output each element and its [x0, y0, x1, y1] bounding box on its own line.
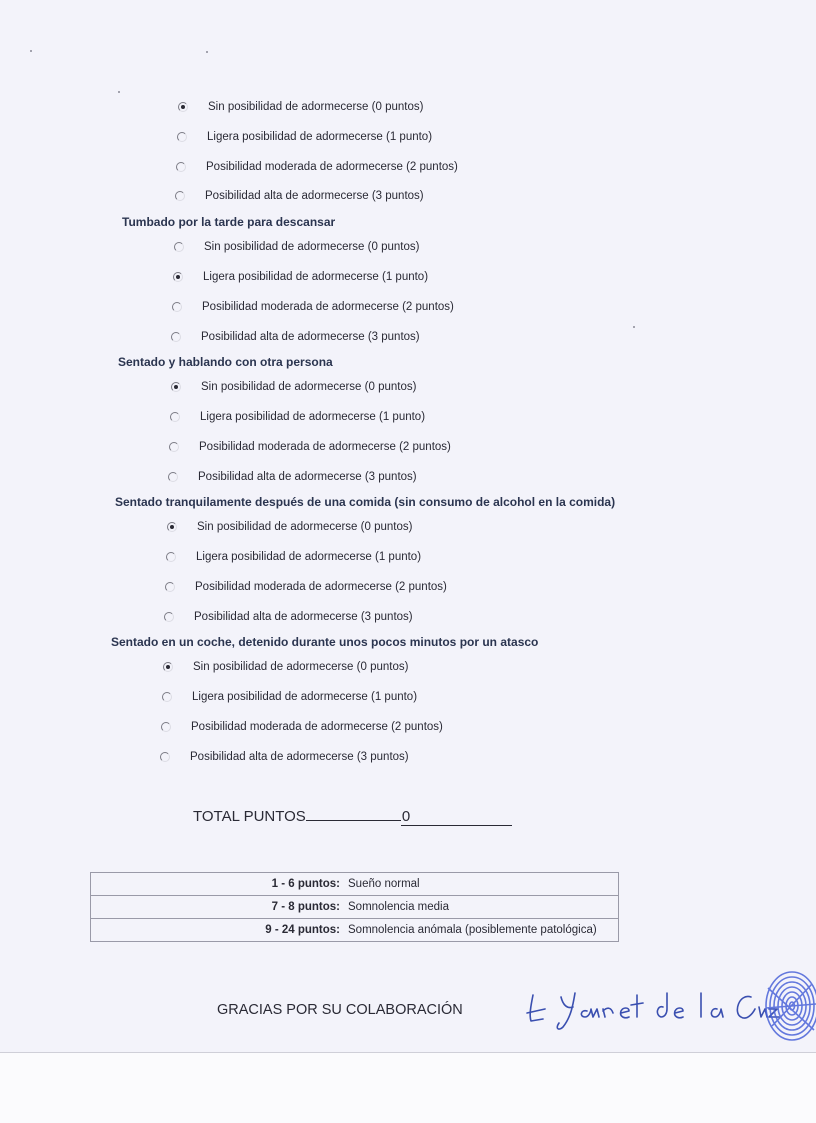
radio-button[interactable]	[177, 132, 187, 142]
option-label: Sin posibilidad de adormecerse (0 puntos)	[208, 101, 424, 113]
radio-button[interactable]	[166, 552, 176, 562]
option-label: Posibilidad moderada de adormecerse (2 puntos)	[202, 301, 454, 313]
option-label: Sin posibilidad de adormecerse (0 puntos)	[201, 381, 417, 393]
question-heading: Sentado en un coche, detenido durante unos pocos minutos por un atasco	[111, 635, 539, 649]
fingerprint-stamp	[758, 968, 816, 1050]
radio-button[interactable]	[175, 191, 185, 201]
radio-button[interactable]	[174, 242, 184, 252]
radio-button[interactable]	[165, 582, 175, 592]
option-label: Posibilidad moderada de adormecerse (2 puntos)	[199, 441, 451, 453]
option-label: Ligera posibilidad de adormecerse (1 punto)	[192, 691, 418, 703]
total-label: TOTAL PUNTOS	[193, 808, 306, 825]
score-range: 9 - 24 puntos:	[91, 919, 345, 942]
score-range: 7 - 8 puntos:	[91, 896, 345, 919]
scan-speck	[30, 50, 32, 52]
handwritten-signature	[525, 983, 780, 1038]
option-label: Posibilidad alta de adormecerse (3 puntos)	[190, 751, 409, 763]
radio-button[interactable]	[169, 442, 179, 452]
question-heading: Tumbado por la tarde para descansar	[122, 215, 336, 229]
radio-button[interactable]	[170, 412, 180, 422]
option-label: Sin posibilidad de adormecerse (0 puntos)	[197, 521, 413, 533]
question-heading: Sentado y hablando con otra persona	[118, 355, 333, 369]
scan-speck	[118, 91, 120, 93]
option-label: Posibilidad alta de adormecerse (3 puntos)	[201, 331, 420, 343]
radio-button[interactable]	[160, 752, 170, 762]
radio-button[interactable]	[176, 162, 186, 172]
radio-button[interactable]	[161, 722, 171, 732]
radio-button-checked[interactable]	[173, 272, 183, 282]
total-points	[193, 806, 512, 826]
table-row	[91, 873, 619, 896]
option-label: Ligera posibilidad de adormecerse (1 punto)	[200, 411, 426, 423]
score-description: Somnolencia anómala (posiblemente patológica)	[344, 919, 619, 942]
option-label: Posibilidad moderada de adormecerse (2 puntos)	[206, 161, 458, 173]
radio-button[interactable]	[171, 332, 181, 342]
score-legend-table	[90, 872, 619, 942]
radio-button-checked[interactable]	[163, 662, 173, 672]
option-label: Posibilidad alta de adormecerse (3 puntos)	[205, 190, 424, 202]
option-label: Sin posibilidad de adormecerse (0 puntos)	[204, 241, 420, 253]
option-label: Posibilidad moderada de adormecerse (2 puntos)	[191, 721, 443, 733]
option-label: Ligera posibilidad de adormecerse (1 punto)	[207, 131, 433, 143]
option-label: Ligera posibilidad de adormecerse (1 punto)	[196, 551, 422, 563]
thanks-message: GRACIAS POR SU COLABORACIÓN	[217, 1002, 463, 1018]
radio-button-checked[interactable]	[167, 522, 177, 532]
radio-button-checked[interactable]	[178, 102, 188, 112]
radio-button-checked[interactable]	[171, 382, 181, 392]
radio-button[interactable]	[168, 472, 178, 482]
score-description: Sueño normal	[344, 873, 619, 896]
scan-margin	[0, 1053, 816, 1123]
table-row	[91, 919, 619, 942]
table-row	[91, 896, 619, 919]
radio-button[interactable]	[164, 612, 174, 622]
option-label: Posibilidad moderada de adormecerse (2 puntos)	[195, 581, 447, 593]
total-value: 0	[401, 808, 512, 826]
total-underline	[306, 806, 401, 821]
option-label: Sin posibilidad de adormecerse (0 puntos)	[193, 661, 409, 673]
score-description: Somnolencia media	[344, 896, 619, 919]
option-label: Ligera posibilidad de adormecerse (1 punto)	[203, 271, 429, 283]
scan-speck	[206, 51, 208, 53]
question-heading: Sentado tranquilamente después de una comida (sin consumo de alcohol en la comida)	[115, 495, 616, 509]
radio-button[interactable]	[172, 302, 182, 312]
option-label: Posibilidad alta de adormecerse (3 puntos)	[194, 611, 413, 623]
score-range: 1 - 6 puntos:	[91, 873, 345, 896]
radio-button[interactable]	[162, 692, 172, 702]
option-label: Posibilidad alta de adormecerse (3 puntos)	[198, 471, 417, 483]
scan-speck	[633, 326, 635, 328]
